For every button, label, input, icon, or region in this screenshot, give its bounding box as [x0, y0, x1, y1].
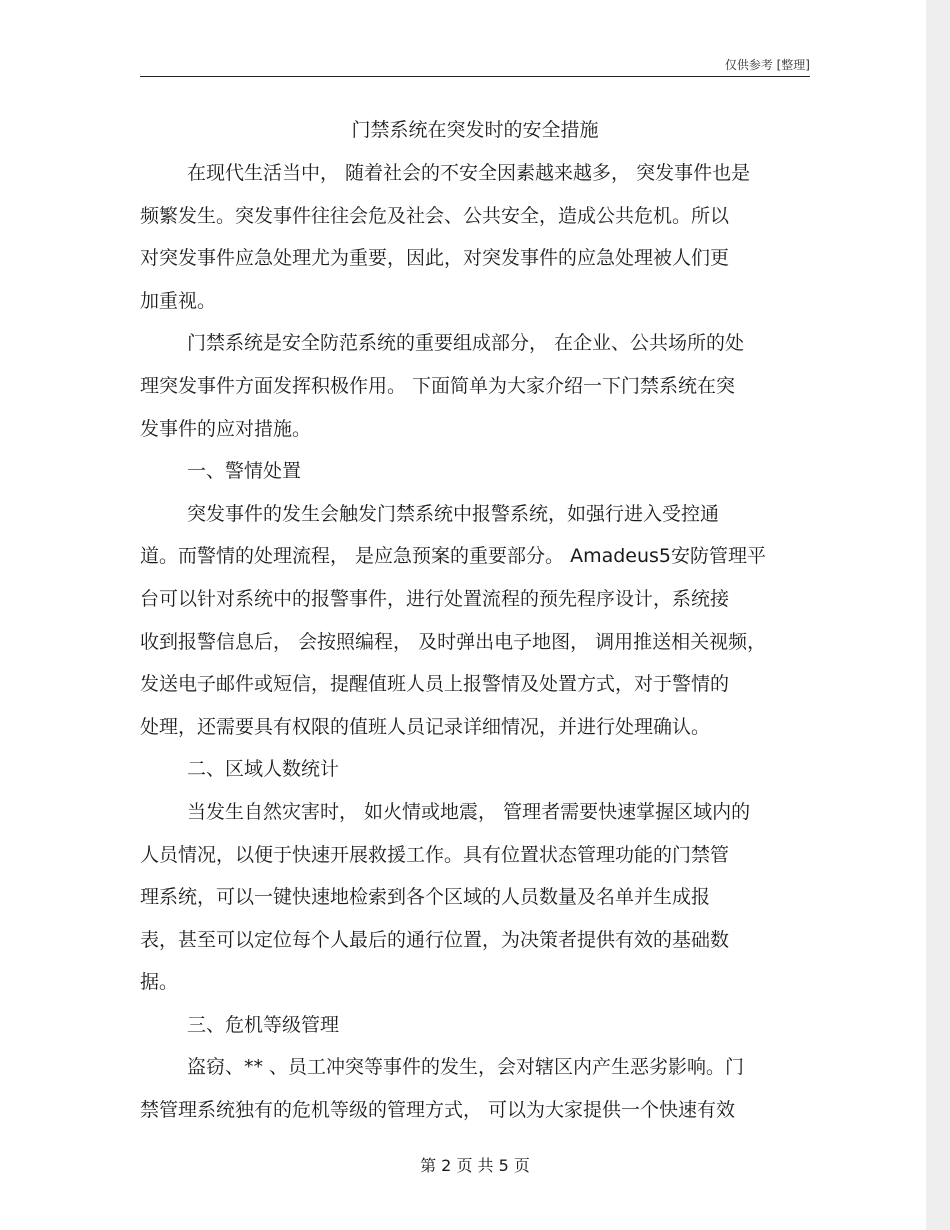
paragraph-line: 台可以针对系统中的报警事件，进行处置流程的预先程序设计，系统接	[140, 587, 730, 610]
paragraph-line: 禁管理系统独有的危机等级的管理方式， 可以为大家提供一个快速有效	[140, 1099, 736, 1122]
paragraph-line: 加重视。	[140, 289, 217, 312]
paragraph-line: 表，甚至可以定位每个人最后的通行位置，为决策者提供有效的基础数	[140, 928, 730, 951]
page-edge	[926, 0, 950, 1230]
paragraph-line: 门禁系统是安全防范系统的重要组成部分， 在企业、公共场所的处	[187, 332, 745, 355]
paragraph-line: 当发生自然灾害时， 如火情或地震， 管理者需要快速掌握区域内的	[187, 800, 751, 823]
paragraph-line: 理系统，可以一键快速地检索到各个区域的人员数量及名单并生成报	[140, 886, 711, 909]
paragraph-line: 处理，还需要具有权限的值班人员记录详细情况，并进行处理确认。	[140, 715, 711, 738]
paragraph-line: 盗窃、** 、员工冲突等事件的发生，会对辖区内产生恶劣影响。门	[187, 1056, 745, 1079]
document-body	[140, 156, 810, 1136]
paragraph-line: 对突发事件应急处理尤为重要，因此，对突发事件的应急处理被人们更	[140, 247, 730, 270]
paragraph-line: 人员情况，以便于快速开展救援工作。具有位置状态管理功能的门禁管	[140, 843, 730, 866]
paragraph-line: 发事件的应对措施。	[140, 417, 312, 440]
paragraph-line: 频繁发生。突发事件往往会危及社会、公共安全，造成公共危机。所以	[140, 204, 730, 227]
header-rule	[140, 76, 810, 77]
paragraph-line: 据。	[140, 971, 179, 994]
paragraph-line: 理突发事件方面发挥积极作用。 下面简单为大家介绍一下门禁系统在突	[140, 374, 736, 397]
paragraph-line: 在现代生活当中， 随着社会的不安全因素越来越多， 突发事件也是	[187, 162, 751, 184]
paragraph-line: 发送电子邮件或短信，提醒值班人员上报警情及处置方式，对于警情的	[140, 673, 730, 696]
document-title: 门禁系统在突发时的安全措施	[351, 119, 599, 141]
paragraph-line: 突发事件的发生会触发门禁系统中报警系统，如强行进入受控通	[187, 502, 720, 525]
page-footer: 第 2 页 共 5 页	[420, 1156, 530, 1175]
section-heading: 三、危机等级管理	[187, 1013, 340, 1036]
section-heading: 二、区域人数统计	[187, 758, 340, 781]
section-heading: 一、警情处置	[187, 460, 302, 483]
page-header: 仅供参考 [整理]	[724, 58, 810, 72]
paragraph-line: 收到报警信息后， 会按照编程， 及时弹出电子地图， 调用推送相关视频，	[140, 630, 767, 653]
paragraph-line: 道。而警情的处理流程， 是应急预案的重要部分。 Amadeus5安防管理平	[140, 545, 767, 568]
